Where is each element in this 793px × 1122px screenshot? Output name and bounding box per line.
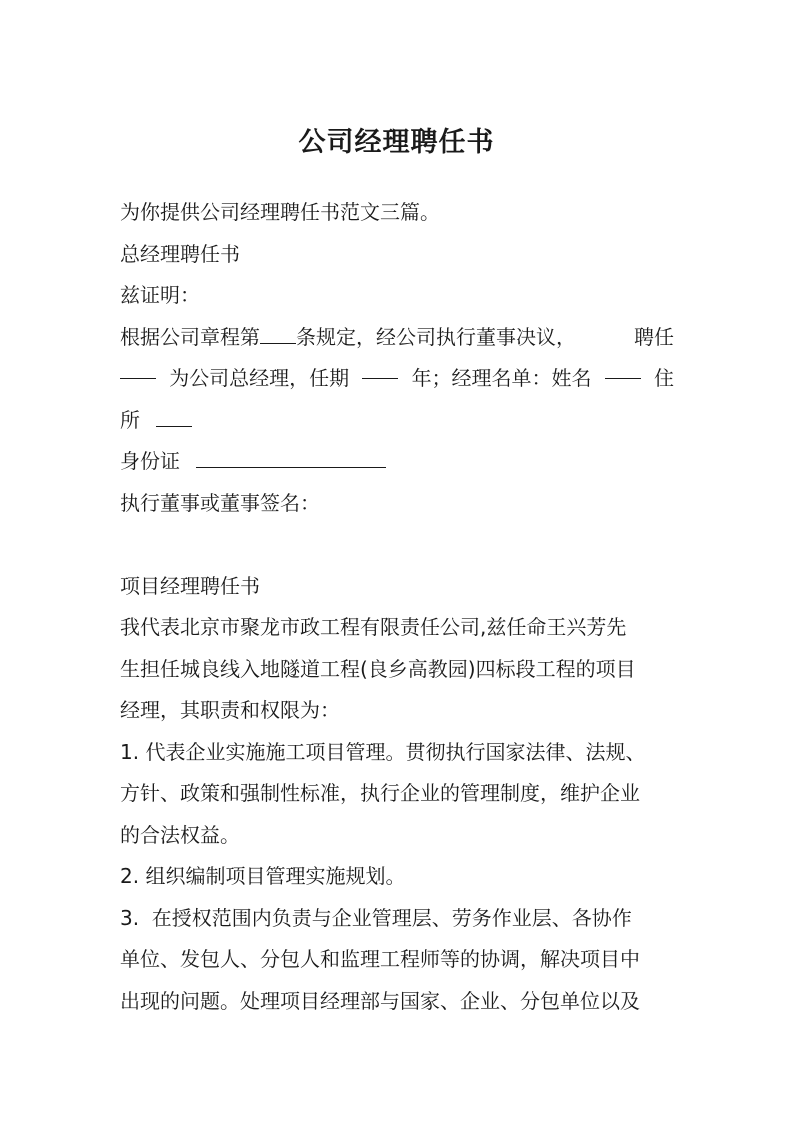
- term-years-blank: [362, 358, 398, 379]
- residence-blank: [156, 406, 192, 427]
- paragraph-line: 我代表北京市聚龙市政工程有限责任公司,兹任命王兴芳先: [120, 615, 627, 639]
- residence-label-start: 住: [653, 366, 674, 390]
- term-label: 为公司总经理，任期: [169, 366, 350, 390]
- section-spacer: [120, 524, 674, 566]
- list-item-2: 2. 组织编制项目管理实施规划。: [120, 864, 406, 888]
- appointment-line-1: [120, 317, 674, 359]
- name-blank: [605, 358, 641, 379]
- appointee-blank: [120, 358, 156, 379]
- document-title: 公司经理聘任书: [298, 127, 495, 158]
- id-card-label: 身份证: [120, 449, 180, 473]
- paragraph-line: 经理，其职责和权限为：: [120, 698, 340, 722]
- appointment-text: 根据公司章程第 条规定，经公司执行董事决议，: [120, 324, 576, 349]
- list-item-3-cont: 单位、发包人、分包人和监理工程师等的协调，解决项目中: [120, 947, 640, 971]
- list-item-3: 3. 在授权范围内负责与企业管理层、劳务作业层、各协作: [120, 905, 632, 930]
- section-heading-general-manager: 总经理聘任书: [120, 241, 240, 266]
- document-body: [120, 192, 674, 1022]
- list-item-1: 1. 代表企业实施施工项目管理。贯彻执行国家法律、法规、: [120, 739, 646, 764]
- list-item-1-cont: 方针、政策和强制性标准，执行企业的管理制度，维护企业: [120, 781, 640, 805]
- paragraph-line: 生担任城良线入地隧道工程(良乡高教园)四标段工程的项目: [120, 656, 636, 681]
- appoint-label: 聘任: [634, 324, 674, 349]
- certify-text: 兹证明：: [120, 283, 200, 307]
- article-number-blank: [260, 323, 296, 344]
- section-heading-project-manager: 项目经理聘任书: [120, 573, 260, 598]
- intro-paragraph: 为你提供公司经理聘任书范文三篇。: [120, 200, 440, 224]
- id-card-line: [120, 441, 674, 483]
- manager-name-label: 年；经理名单：姓名: [411, 366, 592, 390]
- signature-line: 执行董事或董事签名：: [120, 490, 320, 515]
- list-item-1-cont: 的合法权益。: [120, 822, 240, 847]
- appointment-line-2: [120, 358, 674, 400]
- appointment-line-3: [120, 400, 674, 442]
- residence-label-end: 所: [120, 407, 140, 432]
- list-item-3-cont: 出现的问题。处理项目经理部与国家、企业、分包单位以及: [120, 988, 640, 1013]
- id-card-blank: [196, 447, 386, 468]
